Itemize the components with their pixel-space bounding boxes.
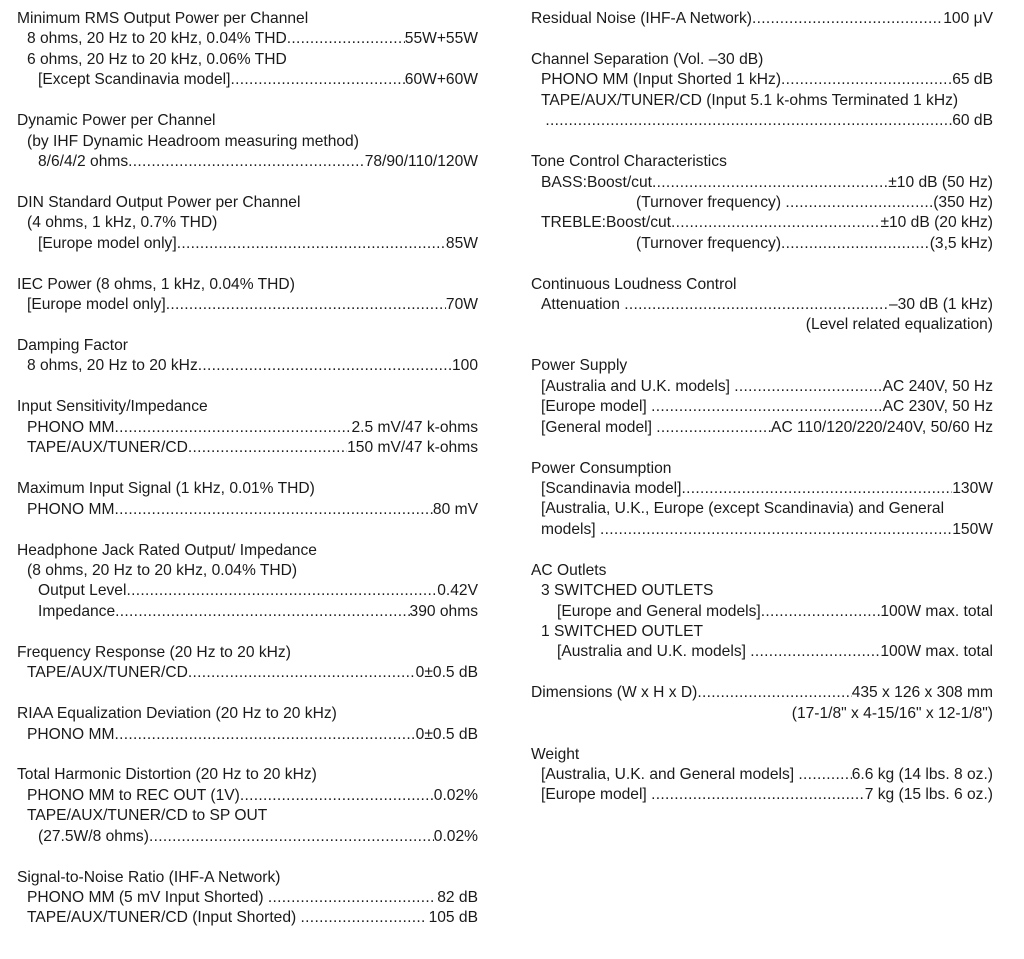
spec-line: [Australia, U.K., Europe (except Scandinavia) and General — [541, 500, 945, 518]
spec-row: PHONO MM to REC OUT (1V) ..... 0.02% — [17, 786, 478, 806]
section-heading: Power Supply — [531, 357, 628, 375]
loudness-section — [531, 275, 993, 336]
spec-row: BASS: Boost/cut ..... ±10 dB (50 Hz) — [531, 173, 993, 193]
spec-row: TAPE/AUX/TUNER/CD ..... 150 mV/47 k-ohms — [17, 438, 478, 458]
spec-row: [Except Scandinavia model] ..... 60W+60W — [17, 70, 478, 90]
spec-row: [Europe model only] ..... 85W — [17, 234, 478, 254]
spec-line: TAPE/AUX/TUNER/CD (Input 5.1 k-ohms Terminated 1 kHz) — [541, 91, 959, 109]
section-heading: Dynamic Power per Channel — [17, 112, 216, 130]
section-heading: RIAA Equalization Deviation (20 Hz to 20 kHz) — [17, 705, 337, 723]
section-heading: Input Sensitivity/Impedance — [17, 398, 208, 416]
spec-row: Output Level ..... 0.42V — [17, 581, 478, 601]
spec-row: models] ..... 150W — [531, 520, 993, 540]
spec-row: TAPE/AUX/TUNER/CD (Input Shorted) ..... 105 dB — [17, 908, 478, 928]
residual-noise-section — [531, 9, 993, 29]
section-heading: IEC Power (8 ohms, 1 kHz, 0.04% THD) — [17, 275, 295, 293]
spec-row: TREBLE: Boost/cut ..... ±10 dB (20 kHz) — [531, 213, 993, 233]
spec-row: [Australia and U.K. models] ..... 100W max. total — [531, 642, 993, 662]
spec-line: (Level related equalization) — [805, 316, 993, 334]
spec-row: PHONO MM ..... 2.5 mV/47 k-ohms — [17, 418, 478, 438]
spec-row: [Australia and U.K. models] ..... AC 240V, 50 Hz — [531, 377, 993, 397]
spec-line: (8 ohms, 20 Hz to 20 kHz, 0.04% THD) — [27, 561, 298, 579]
section-heading: Damping Factor — [17, 337, 128, 355]
input-sensitivity-section — [17, 397, 478, 458]
spec-row: [Europe model] ..... 7 kg (15 lbs. 6 oz.) — [531, 785, 993, 805]
ac-outlets-section — [531, 561, 993, 663]
right-column — [531, 9, 993, 826]
spec-row: PHONO MM ..... 80 mV — [17, 500, 478, 520]
spec-row: (Turnover frequency) ..... (350 Hz) — [531, 193, 993, 213]
spec-row: PHONO MM (Input Shorted 1 kHz) ..... 65 dB — [531, 70, 993, 90]
weight-section — [531, 745, 993, 806]
section-heading: Headphone Jack Rated Output/ Impedance — [17, 541, 317, 559]
treble-label: TREBLE: — [541, 214, 606, 232]
spec-line: TAPE/AUX/TUNER/CD to SP OUT — [27, 807, 268, 825]
section-heading: Power Consumption — [531, 459, 672, 477]
spec-row: TAPE/AUX/TUNER/CD ..... 0±0.5 dB — [17, 663, 478, 683]
left-column — [17, 9, 478, 949]
spec-row: 8 ohms, 20 Hz to 20 kHz, 0.04% THD ..... 55W+55W — [17, 29, 478, 49]
spec-line: 1 SWITCHED OUTLET — [541, 622, 704, 640]
frequency-response-section — [17, 643, 478, 684]
spec-line: (by IHF Dynamic Headroom measuring method) — [27, 132, 359, 150]
section-heading: Minimum RMS Output Power per Channel — [17, 10, 309, 27]
spec-line: 3 SWITCHED OUTLETS — [541, 582, 714, 600]
spec-row: PHONO MM (5 mV Input Shorted) ..... 82 dB — [17, 888, 478, 908]
spec-row: 8 ohms, 20 Hz to 20 kHz ..... 100 — [17, 356, 478, 376]
spec-row: Attenuation ..... –30 dB (1 kHz) — [531, 295, 993, 315]
spec-row: Dimensions (W x H x D) ..... 435 x 126 x 308 mm — [531, 683, 993, 703]
dimensions-section — [531, 683, 993, 724]
section-heading: AC Outlets — [531, 561, 607, 579]
section-heading: Maximum Input Signal (1 kHz, 0.01% THD) — [17, 480, 315, 498]
channel-separation-section — [531, 50, 993, 132]
section-heading: Frequency Response (20 Hz to 20 kHz) — [17, 643, 291, 661]
spec-row: (Turnover frequency) ..... (3,5 kHz) — [531, 234, 993, 254]
spec-row: 8/6/4/2 ohms ..... 78/90/110/120W — [17, 152, 478, 172]
headphone-section — [17, 541, 478, 623]
spec-row: [Australia, U.K. and General models] ..... 6.6 kg (14 lbs. 8 oz.) — [531, 765, 993, 785]
section-heading: Signal-to-Noise Ratio (IHF-A Network) — [17, 868, 281, 886]
bass-label: BASS: — [541, 173, 587, 191]
spec-row: [Europe model] ..... AC 230V, 50 Hz — [531, 397, 993, 417]
thd-section — [17, 765, 478, 847]
dynamic-power-section — [17, 111, 478, 172]
damping-factor-section — [17, 336, 478, 377]
section-heading: Continuous Loudness Control — [531, 275, 737, 293]
section-heading: Weight — [531, 745, 580, 763]
spec-line: (17-1/8" x 4-15/16" x 12-1/8") — [791, 704, 993, 722]
min-rms-section — [17, 9, 478, 91]
section-heading: Tone Control Characteristics — [531, 153, 727, 171]
spec-line: (4 ohms, 1 kHz, 0.7% THD) — [27, 214, 218, 232]
section-heading: Channel Separation (Vol. –30 dB) — [531, 50, 764, 68]
spec-row: [Europe and General models] ..... 100W max. total — [531, 602, 993, 622]
iec-power-section — [17, 275, 478, 316]
spec-row: Impedance ..... 390 ohms — [17, 602, 478, 622]
spec-row: [General model] ..... AC 110/120/220/240V, 50/60 Hz — [531, 418, 993, 438]
snr-section — [17, 868, 478, 929]
spec-row: ..... 60 dB — [531, 111, 993, 131]
din-power-section — [17, 193, 478, 254]
tone-control-section — [531, 152, 993, 254]
spec-row: [Scandinavia model] ..... 130W — [531, 479, 993, 499]
section-heading: Total Harmonic Distortion (20 Hz to 20 kHz) — [17, 766, 317, 784]
power-supply-section — [531, 356, 993, 438]
section-heading: DIN Standard Output Power per Channel — [17, 193, 301, 211]
power-consumption-section — [531, 459, 993, 541]
spec-row: Residual Noise (IHF-A Network) ..... 100 μV — [531, 9, 993, 29]
riaa-section — [17, 704, 478, 745]
spec-row: (27.5W/8 ohms) ..... 0.02% — [17, 827, 478, 847]
spec-line: 6 ohms, 20 Hz to 20 kHz, 0.06% THD — [27, 50, 287, 68]
spec-row: PHONO MM ..... 0±0.5 dB — [17, 725, 478, 745]
spec-row: [Europe model only] ..... 70W — [17, 295, 478, 315]
max-input-section — [17, 479, 478, 520]
